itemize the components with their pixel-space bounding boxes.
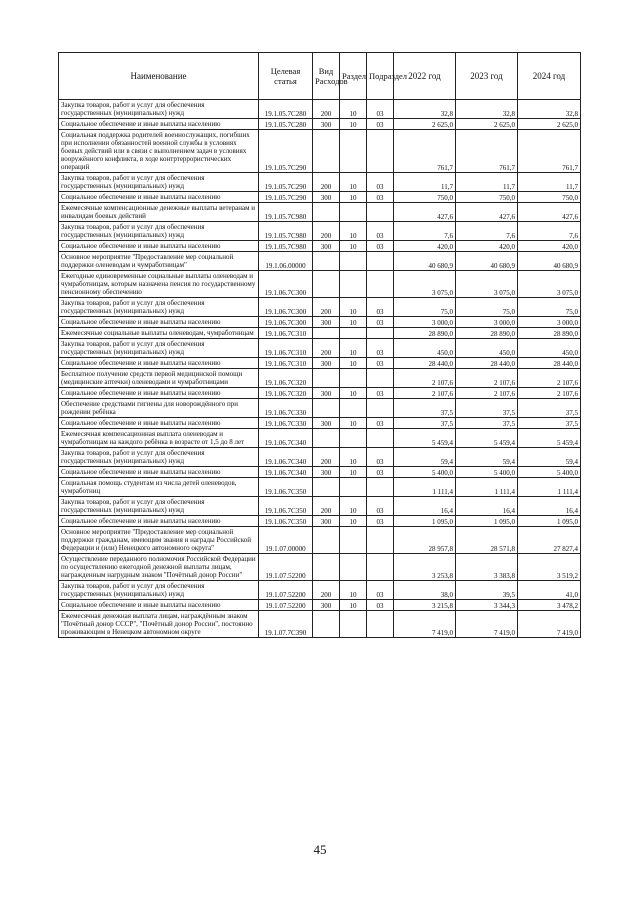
row-section	[340, 554, 367, 581]
row-target-article: 19.1.06.7С350	[259, 497, 313, 516]
row-value-2022: 7,6	[394, 222, 456, 241]
table-row	[59, 192, 581, 203]
row-subsection	[367, 271, 394, 298]
row-section	[340, 328, 367, 339]
row-value-2023: 40 680,9	[456, 252, 518, 271]
row-name: Социальное обеспечение и иные выплаты населению	[59, 358, 259, 369]
row-value-2024: 3 075,0	[518, 271, 581, 298]
row-value-2022: 3 215,8	[394, 600, 456, 611]
row-value-2024: 16,4	[518, 497, 581, 516]
row-value-2023: 2 107,6	[456, 369, 518, 388]
row-value-2023: 28 890,0	[456, 328, 518, 339]
row-value-2023: 32,8	[456, 100, 518, 119]
row-name: Осуществление переданного полномочия Российской Федерации по осуществлению ежегодной денежной выплаты лицам, награжденным нагрудным знаком "Почётный донор России"	[59, 554, 259, 581]
row-expense-kind: 300	[313, 516, 340, 527]
row-expense-kind	[313, 399, 340, 418]
row-value-2024: 7,6	[518, 222, 581, 241]
table-row	[59, 527, 581, 554]
header-name: Наименование	[59, 53, 259, 100]
row-subsection: 03	[367, 516, 394, 527]
row-section: 10	[340, 192, 367, 203]
row-expense-kind	[313, 611, 340, 638]
table-row	[59, 173, 581, 192]
row-value-2022: 3 000,0	[394, 317, 456, 328]
table-row	[59, 418, 581, 429]
row-section: 10	[340, 298, 367, 317]
row-value-2024: 32,8	[518, 100, 581, 119]
row-section: 10	[340, 119, 367, 130]
row-value-2022: 38,0	[394, 581, 456, 600]
row-value-2022: 28 957,8	[394, 527, 456, 554]
row-target-article: 19.1.05.7С290	[259, 173, 313, 192]
row-value-2023: 450,0	[456, 339, 518, 358]
row-value-2022: 1 111,4	[394, 478, 456, 497]
row-name: Основное мероприятие "Предоставление мер социальной поддержки оленеводам и чумработницам"	[59, 252, 259, 271]
row-name: Социальное обеспечение и иные выплаты населению	[59, 388, 259, 399]
row-subsection	[367, 527, 394, 554]
row-value-2023: 7,6	[456, 222, 518, 241]
row-subsection	[367, 369, 394, 388]
table-row	[59, 611, 581, 638]
row-target-article: 19.1.07.52200	[259, 554, 313, 581]
row-name: Закупка товаров, работ и услуг для обеспечения государственных (муниципальных) нужд	[59, 339, 259, 358]
row-value-2022: 1 095,0	[394, 516, 456, 527]
row-value-2024: 40 680,9	[518, 252, 581, 271]
row-subsection	[367, 611, 394, 638]
table-row	[59, 328, 581, 339]
row-value-2024: 750,0	[518, 192, 581, 203]
row-subsection	[367, 203, 394, 222]
row-name: Ежегодные единовременные социальные выплаты оленеводам и чумработницам, которым назначена пенсия по государственному пенсионному обеспечению	[59, 271, 259, 298]
row-subsection: 03	[367, 100, 394, 119]
row-target-article: 19.1.06.7С310	[259, 358, 313, 369]
row-target-article: 19.1.05.7С290	[259, 130, 313, 173]
row-value-2023: 75,0	[456, 298, 518, 317]
row-expense-kind: 300	[313, 600, 340, 611]
row-section: 10	[340, 100, 367, 119]
row-target-article: 19.1.05.7С280	[259, 119, 313, 130]
row-value-2024: 3 478,2	[518, 600, 581, 611]
header-year-2023: 2023 год	[456, 53, 518, 100]
row-value-2023: 59,4	[456, 448, 518, 467]
row-value-2022: 59,4	[394, 448, 456, 467]
row-expense-kind: 200	[313, 497, 340, 516]
row-target-article: 19.1.06.7С300	[259, 317, 313, 328]
row-value-2023: 28 571,8	[456, 527, 518, 554]
row-value-2024: 2 107,6	[518, 388, 581, 399]
row-value-2022: 16,4	[394, 497, 456, 516]
row-section	[340, 429, 367, 448]
row-name: Ежемесячная компенсационная выплата оленеводам и чумработницам на каждого ребёнка в возрасте от 1,5 до 8 лет	[59, 429, 259, 448]
row-value-2022: 32,8	[394, 100, 456, 119]
row-subsection	[367, 399, 394, 418]
row-section: 10	[340, 358, 367, 369]
row-expense-kind: 300	[313, 119, 340, 130]
row-target-article: 19.1.07.52200	[259, 600, 313, 611]
row-value-2023: 39,5	[456, 581, 518, 600]
row-value-2023: 427,6	[456, 203, 518, 222]
row-value-2022: 750,0	[394, 192, 456, 203]
row-expense-kind: 200	[313, 173, 340, 192]
row-subsection: 03	[367, 192, 394, 203]
row-target-article: 19.1.06.7С340	[259, 467, 313, 478]
row-section	[340, 399, 367, 418]
row-section: 10	[340, 173, 367, 192]
row-subsection: 03	[367, 581, 394, 600]
row-value-2024: 3 519,2	[518, 554, 581, 581]
row-subsection	[367, 252, 394, 271]
row-value-2023: 11,7	[456, 173, 518, 192]
row-subsection: 03	[367, 497, 394, 516]
row-value-2024: 11,7	[518, 173, 581, 192]
table-row	[59, 429, 581, 448]
row-expense-kind	[313, 527, 340, 554]
table-row	[59, 554, 581, 581]
row-value-2024: 28 440,0	[518, 358, 581, 369]
row-value-2024: 28 890,0	[518, 328, 581, 339]
row-subsection: 03	[367, 600, 394, 611]
row-section: 10	[340, 600, 367, 611]
row-value-2023: 7 419,0	[456, 611, 518, 638]
row-expense-kind	[313, 554, 340, 581]
row-target-article: 19.1.07.7С390	[259, 611, 313, 638]
row-expense-kind: 300	[313, 317, 340, 328]
row-target-article: 19.1.05.7С980	[259, 241, 313, 252]
row-value-2024: 420,0	[518, 241, 581, 252]
row-expense-kind	[313, 369, 340, 388]
table-row	[59, 497, 581, 516]
row-value-2022: 37,5	[394, 399, 456, 418]
row-subsection: 03	[367, 418, 394, 429]
row-name: Ежемесячные социальные выплаты оленеводам, чумработницам	[59, 328, 259, 339]
row-target-article: 19.1.06.7С310	[259, 339, 313, 358]
row-expense-kind	[313, 429, 340, 448]
row-subsection	[367, 130, 394, 173]
row-name: Закупка товаров, работ и услуг для обеспечения государственных (муниципальных) нужд	[59, 448, 259, 467]
row-name: Социальное обеспечение и иные выплаты населению	[59, 241, 259, 252]
row-value-2024: 7 419,0	[518, 611, 581, 638]
row-value-2023: 3 000,0	[456, 317, 518, 328]
row-target-article: 19.1.06.7С320	[259, 388, 313, 399]
row-value-2023: 420,0	[456, 241, 518, 252]
row-section: 10	[340, 388, 367, 399]
row-expense-kind: 200	[313, 448, 340, 467]
row-value-2023: 5 400,0	[456, 467, 518, 478]
row-target-article: 19.1.05.7С290	[259, 192, 313, 203]
row-subsection: 03	[367, 317, 394, 328]
table-row	[59, 581, 581, 600]
row-value-2023: 2 107,6	[456, 388, 518, 399]
table-row	[59, 339, 581, 358]
row-value-2024: 27 827,4	[518, 527, 581, 554]
row-expense-kind	[313, 478, 340, 497]
table-row	[59, 448, 581, 467]
row-section: 10	[340, 222, 367, 241]
row-expense-kind: 200	[313, 100, 340, 119]
row-value-2022: 5 400,0	[394, 467, 456, 478]
header-target-article: Целевая статья	[259, 53, 313, 100]
table-row	[59, 388, 581, 399]
row-value-2024: 761,7	[518, 130, 581, 173]
row-value-2023: 3 075,0	[456, 271, 518, 298]
row-value-2022: 2 625,0	[394, 119, 456, 130]
table-row	[59, 271, 581, 298]
row-section	[340, 271, 367, 298]
row-subsection: 03	[367, 173, 394, 192]
row-name: Закупка товаров, работ и услуг для обеспечения государственных (муниципальных) нужд	[59, 222, 259, 241]
row-subsection	[367, 478, 394, 497]
table-row	[59, 478, 581, 497]
row-expense-kind: 200	[313, 222, 340, 241]
header-expense-kind: Вид Расходов	[313, 53, 340, 100]
row-expense-kind: 300	[313, 241, 340, 252]
row-expense-kind	[313, 271, 340, 298]
table-row	[59, 119, 581, 130]
row-name: Социальная поддержка родителей военнослужащих, погибших при исполнении обязанностей военной службы в условиях боевых действий или в связи с выполнением задач в условиях вооружённого конфликта, в ходе контртеррористических операций	[59, 130, 259, 173]
row-name: Закупка товаров, работ и услуг для обеспечения государственных (муниципальных) нужд	[59, 581, 259, 600]
row-name: Закупка товаров, работ и услуг для обеспечения государственных (муниципальных) нужд	[59, 497, 259, 516]
row-value-2022: 28 890,0	[394, 328, 456, 339]
row-target-article: 19.1.06.7С310	[259, 328, 313, 339]
row-name: Социальное обеспечение и иные выплаты населению	[59, 467, 259, 478]
row-value-2022: 37,5	[394, 418, 456, 429]
row-target-article: 19.1.07.52200	[259, 581, 313, 600]
row-value-2024: 2 625,0	[518, 119, 581, 130]
row-value-2024: 41,0	[518, 581, 581, 600]
table-row	[59, 399, 581, 418]
row-expense-kind: 200	[313, 339, 340, 358]
row-value-2023: 16,4	[456, 497, 518, 516]
row-value-2023: 37,5	[456, 399, 518, 418]
row-subsection: 03	[367, 298, 394, 317]
row-expense-kind	[313, 203, 340, 222]
table-row	[59, 252, 581, 271]
row-section: 10	[340, 448, 367, 467]
row-target-article: 19.1.06.7С330	[259, 399, 313, 418]
row-value-2022: 11,7	[394, 173, 456, 192]
row-section	[340, 527, 367, 554]
row-value-2023: 28 440,0	[456, 358, 518, 369]
row-section: 10	[340, 418, 367, 429]
row-value-2022: 2 107,6	[394, 369, 456, 388]
row-name: Закупка товаров, работ и услуг для обеспечения государственных (муниципальных) нужд	[59, 298, 259, 317]
row-name: Социальное обеспечение и иные выплаты населению	[59, 418, 259, 429]
budget-table	[58, 52, 581, 638]
row-name: Социальное обеспечение и иные выплаты населению	[59, 516, 259, 527]
row-value-2024: 5 400,0	[518, 467, 581, 478]
row-subsection: 03	[367, 119, 394, 130]
header-section: Раздел	[340, 53, 367, 100]
row-subsection	[367, 429, 394, 448]
row-name: Ежемесячная денежная выплата лицам, награждённым знаком "Почётный донор СССР", "Почётный донор России", постоянно проживающим в Ненецком автономном округе	[59, 611, 259, 638]
table-row	[59, 467, 581, 478]
table-row	[59, 298, 581, 317]
row-name: Закупка товаров, работ и услуг для обеспечения государственных (муниципальных) нужд	[59, 173, 259, 192]
row-subsection: 03	[367, 388, 394, 399]
table-row	[59, 130, 581, 173]
row-value-2023: 2 625,0	[456, 119, 518, 130]
table-row	[59, 600, 581, 611]
table-row	[59, 222, 581, 241]
table-row	[59, 100, 581, 119]
row-name: Бесплатное получение средств первой медицинской помощи (медицинские аптечки) оленеводами и чумработницами	[59, 369, 259, 388]
row-value-2023: 5 459,4	[456, 429, 518, 448]
row-value-2023: 1 095,0	[456, 516, 518, 527]
row-value-2022: 761,7	[394, 130, 456, 173]
row-section: 10	[340, 497, 367, 516]
row-subsection: 03	[367, 222, 394, 241]
row-name: Обеспечение средствами гигиены для новорождённого при рождении ребёнка	[59, 399, 259, 418]
row-value-2022: 28 440,0	[394, 358, 456, 369]
row-target-article: 19.1.06.7С300	[259, 271, 313, 298]
row-expense-kind: 300	[313, 358, 340, 369]
row-subsection: 03	[367, 467, 394, 478]
header-year-2022: 2022 год	[394, 53, 456, 100]
row-name: Социальное обеспечение и иные выплаты населению	[59, 192, 259, 203]
row-expense-kind: 200	[313, 581, 340, 600]
row-subsection	[367, 328, 394, 339]
row-section: 10	[340, 241, 367, 252]
row-value-2022: 5 459,4	[394, 429, 456, 448]
table-row	[59, 516, 581, 527]
row-value-2024: 1 111,4	[518, 478, 581, 497]
row-value-2023: 750,0	[456, 192, 518, 203]
row-value-2024: 3 000,0	[518, 317, 581, 328]
row-target-article: 19.1.06.7С340	[259, 448, 313, 467]
row-section: 10	[340, 516, 367, 527]
row-target-article: 19.1.05.7С980	[259, 222, 313, 241]
row-value-2023: 3 344,3	[456, 600, 518, 611]
row-expense-kind: 300	[313, 467, 340, 478]
row-value-2024: 450,0	[518, 339, 581, 358]
row-expense-kind: 300	[313, 192, 340, 203]
row-name: Основное мероприятие "Предоставление мер социальной поддержки гражданам, имеющим звания и награды Российской Федерации и (или) Ненецкого автономного округа"	[59, 527, 259, 554]
table-row	[59, 317, 581, 328]
row-target-article: 19.1.05.7С280	[259, 100, 313, 119]
row-section: 10	[340, 317, 367, 328]
table-row	[59, 358, 581, 369]
row-value-2022: 40 680,9	[394, 252, 456, 271]
row-target-article: 19.1.05.7С980	[259, 203, 313, 222]
row-section	[340, 478, 367, 497]
row-value-2022: 3 075,0	[394, 271, 456, 298]
row-value-2022: 427,6	[394, 203, 456, 222]
row-value-2022: 75,0	[394, 298, 456, 317]
row-value-2023: 3 383,8	[456, 554, 518, 581]
row-expense-kind: 200	[313, 298, 340, 317]
row-name: Социальное обеспечение и иные выплаты населению	[59, 317, 259, 328]
row-value-2023: 1 111,4	[456, 478, 518, 497]
row-subsection: 03	[367, 448, 394, 467]
row-section	[340, 203, 367, 222]
row-name: Социальная помощь студентам из числа детей оленеводов, чумработниц	[59, 478, 259, 497]
table-row	[59, 203, 581, 222]
row-expense-kind	[313, 328, 340, 339]
row-subsection	[367, 554, 394, 581]
row-subsection: 03	[367, 241, 394, 252]
row-value-2024: 59,4	[518, 448, 581, 467]
table-row	[59, 369, 581, 388]
row-value-2024: 1 095,0	[518, 516, 581, 527]
row-value-2024: 37,5	[518, 418, 581, 429]
row-expense-kind	[313, 252, 340, 271]
row-value-2022: 2 107,6	[394, 388, 456, 399]
row-subsection: 03	[367, 339, 394, 358]
row-target-article: 19.1.07.00000	[259, 527, 313, 554]
row-value-2024: 427,6	[518, 203, 581, 222]
header-subsection: Подраздел	[367, 53, 394, 100]
row-target-article: 19.1.06.7С300	[259, 298, 313, 317]
row-section: 10	[340, 581, 367, 600]
row-section	[340, 369, 367, 388]
row-target-article: 19.1.06.7С320	[259, 369, 313, 388]
table-body	[59, 100, 581, 638]
row-target-article: 19.1.06.7С330	[259, 418, 313, 429]
row-expense-kind: 300	[313, 418, 340, 429]
row-target-article: 19.1.06.00000	[259, 252, 313, 271]
header-year-2024: 2024 год	[518, 53, 581, 100]
page-number: 45	[313, 842, 327, 857]
row-section	[340, 130, 367, 173]
row-value-2022: 3 253,8	[394, 554, 456, 581]
row-value-2024: 2 107,6	[518, 369, 581, 388]
row-expense-kind	[313, 130, 340, 173]
row-name: Социальное обеспечение и иные выплаты населению	[59, 600, 259, 611]
row-value-2022: 450,0	[394, 339, 456, 358]
row-target-article: 19.1.06.7С350	[259, 478, 313, 497]
row-value-2023: 37,5	[456, 418, 518, 429]
table-header-row	[59, 53, 581, 100]
row-name: Социальное обеспечение и иные выплаты населению	[59, 119, 259, 130]
row-target-article: 19.1.06.7С350	[259, 516, 313, 527]
row-section	[340, 611, 367, 638]
row-name: Ежемесячные компенсационные денежные выплаты ветеранам и инвалидам боевых действий	[59, 203, 259, 222]
row-value-2024: 75,0	[518, 298, 581, 317]
row-value-2023: 761,7	[456, 130, 518, 173]
row-subsection: 03	[367, 358, 394, 369]
row-section: 10	[340, 339, 367, 358]
row-value-2022: 420,0	[394, 241, 456, 252]
row-name: Закупка товаров, работ и услуг для обеспечения государственных (муниципальных) нужд	[59, 100, 259, 119]
table-row	[59, 241, 581, 252]
row-section	[340, 252, 367, 271]
row-expense-kind: 300	[313, 388, 340, 399]
row-value-2022: 7 419,0	[394, 611, 456, 638]
row-target-article: 19.1.06.7С340	[259, 429, 313, 448]
row-section: 10	[340, 467, 367, 478]
row-value-2024: 37,5	[518, 399, 581, 418]
row-value-2024: 5 459,4	[518, 429, 581, 448]
